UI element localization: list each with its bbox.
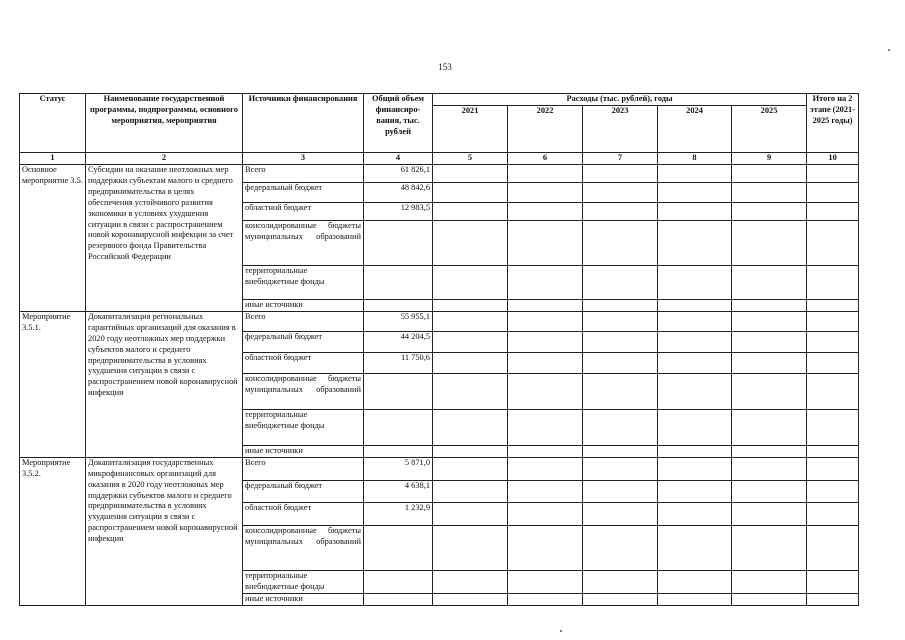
column-number: 4: [364, 153, 433, 165]
scan-speck: [888, 49, 890, 51]
source-municipal: консолидированные бюджеты муниципальных образований: [243, 525, 364, 570]
header-year: 2022: [508, 106, 583, 153]
column-number: 1: [20, 153, 86, 165]
header-year: 2023: [583, 106, 658, 153]
source-territorial: территориальные внебюджетные фонды: [243, 409, 364, 445]
scan-speck: [560, 630, 562, 632]
amount-oblast: 11 750,6: [364, 352, 433, 373]
source-municipal: консолидированные бюджеты муниципальных образований: [243, 373, 364, 409]
header-status: Статус: [20, 94, 86, 153]
row-status: Основное мероприятие 3.5.: [20, 164, 86, 311]
source-oblast: областной бюджет: [243, 502, 364, 525]
amount-vsego: 5 871,0: [364, 457, 433, 480]
row-status: Мероприятие 3.5.1.: [20, 311, 86, 457]
header-name: Наименование государственной программы, подпрограммы, основного мероприятия, мероприятия: [86, 94, 243, 153]
row-status: Мероприятие 3.5.2.: [20, 457, 86, 605]
column-number: 9: [732, 153, 807, 165]
column-number: 3: [243, 153, 364, 165]
page-number: 153: [438, 62, 452, 72]
column-number: 6: [508, 153, 583, 165]
source-federal: федеральный бюджет: [243, 182, 364, 202]
header-expenses: Расходы (тыс. рублей), годы: [433, 94, 807, 106]
row-name: Субсидии на оказание неотложных мер поддержки субъектам малого и среднего предпринимательства в целях обеспечения устойчивого развития экономики в условиях ухудшения ситуации в связи с распространением новой коронавирусной инфекции за счет резервного фонда Правительства Российской Федерации: [86, 164, 243, 311]
source-vsego: Всего: [243, 311, 364, 331]
header-total: Общий объем финансиро-вания, тыс. рублей: [364, 94, 433, 153]
column-number: 7: [583, 153, 658, 165]
source-vsego: Всего: [243, 164, 364, 182]
source-oblast: областной бюджет: [243, 352, 364, 373]
header-year: 2024: [658, 106, 732, 153]
row-name: Докапитализация региональных гарантийных организаций для оказания в 2020 году неотложных мер поддержки субъектов малого и среднего предпринимательства в условиях ухудшения ситуации в связи с распространением новой коронавирусной инфекции: [86, 311, 243, 457]
column-number: 10: [807, 153, 859, 165]
source-other: иные источники: [243, 593, 364, 605]
source-vsego: Всего: [243, 457, 364, 480]
financing-table: [19, 93, 859, 606]
header-year: 2021: [433, 106, 508, 153]
source-other: иные источники: [243, 299, 364, 311]
source-federal: федеральный бюджет: [243, 480, 364, 502]
source-territorial: территориальные внебюджетные фонды: [243, 265, 364, 299]
source-municipal: консолидированные бюджеты муниципальных образований: [243, 220, 364, 265]
source-oblast: областной бюджет: [243, 202, 364, 220]
source-other: иные источники: [243, 445, 364, 457]
amount-oblast: 1 232,9: [364, 502, 433, 525]
source-federal: федеральный бюджет: [243, 331, 364, 352]
column-number: 2: [86, 153, 243, 165]
amount-oblast: 12 983,5: [364, 202, 433, 220]
header-year: 2025: [732, 106, 807, 153]
header-itogo: Итого на 2 этапе (2021-2025 годы): [807, 94, 859, 153]
amount-federal: 44 204,5: [364, 331, 433, 352]
header-sources: Источники финансирования: [243, 94, 364, 153]
column-number: 8: [658, 153, 732, 165]
amount-federal: 4 638,1: [364, 480, 433, 502]
row-name: Докапитализация государственных микрофинансовых организаций для оказания в 2020 году неотложных мер поддержки субъектов малого и среднего предпринимательства в условиях ухудшения ситуации в связи с распространением новой коронавирусной инфекции: [86, 457, 243, 605]
column-number: 5: [433, 153, 508, 165]
amount-federal: 48 842,6: [364, 182, 433, 202]
amount-vsego: 61 826,1: [364, 164, 433, 182]
source-territorial: территориальные внебюджетные фонды: [243, 570, 364, 593]
amount-vsego: 55 955,1: [364, 311, 433, 331]
